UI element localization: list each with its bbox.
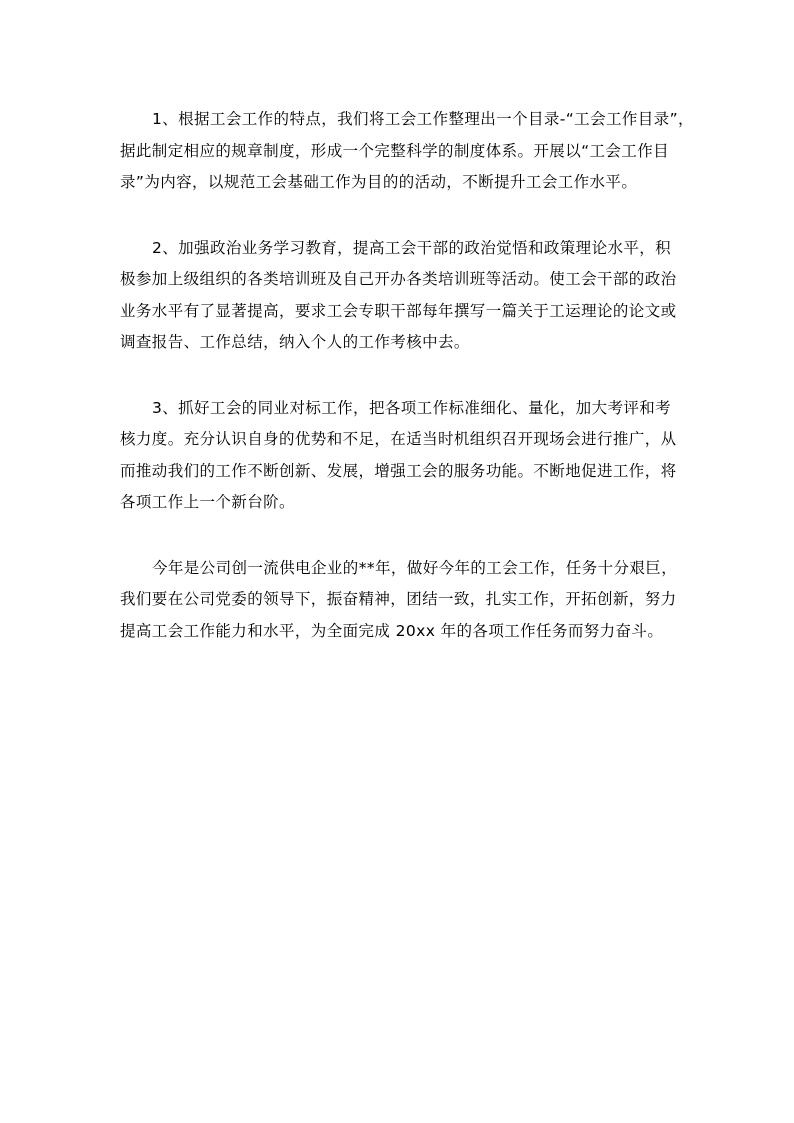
paragraph-line: 今年是公司创一流供电企业的**年，做好今年的工会工作，任务十分艰巨， bbox=[152, 558, 678, 577]
paragraph-line: 1、根据工会工作的特点，我们将工会工作整理出一个目录-“工会工作目录”， bbox=[152, 110, 694, 128]
paragraph-line: 业务水平有了显著提高，要求工会专职干部每年撰写一篇关于工运理论的论文或 bbox=[120, 301, 677, 320]
paragraph-2 bbox=[120, 233, 676, 359]
paragraph-line: 各项工作上一个新台阶。 bbox=[120, 493, 295, 511]
paragraph-line: 核力度。充分认识自身的优势和不足，在适当时机组织召开现场会进行推广，从 bbox=[120, 430, 677, 448]
paragraph-1 bbox=[120, 104, 694, 199]
paragraph-line: 我们要在公司党委的领导下，振奋精神，团结一致，扎实工作，开拓创新，努力 bbox=[120, 590, 677, 608]
paragraph-4 bbox=[120, 553, 676, 648]
paragraph-line: 提高工会工作能力和水平，为全面完成 20xx 年的各项工作任务而努力奋斗。 bbox=[120, 621, 664, 640]
paragraph-line: 3、抓好工会的同业对标工作，把各项工作标准细化、量化，加大考评和考 bbox=[152, 398, 672, 417]
paragraph-line: 而推动我们的工作不断创新、发展，增强工会的服务功能。不断地促进工作，将 bbox=[120, 461, 677, 480]
paragraph-line: 调查报告、工作总结，纳入个人的工作考核中去。 bbox=[120, 333, 470, 351]
document-body bbox=[120, 104, 694, 681]
paragraph-line: 录”为内容，以规范工会基础工作为目的的活动，不断提升工会工作水平。 bbox=[120, 173, 638, 191]
paragraph-line: 据此制定相应的规章制度，形成一个完整科学的制度体系。开展以“工会工作目 bbox=[120, 141, 670, 160]
paragraph-3 bbox=[120, 393, 676, 519]
paragraph-line: 2、加强政治业务学习教育，提高工会干部的政治觉悟和政策理论水平，积 bbox=[152, 238, 672, 257]
paragraph-line: 极参加上级组织的各类培训班及自己开办各类培训班等活动。使工会干部的政治 bbox=[120, 270, 677, 288]
